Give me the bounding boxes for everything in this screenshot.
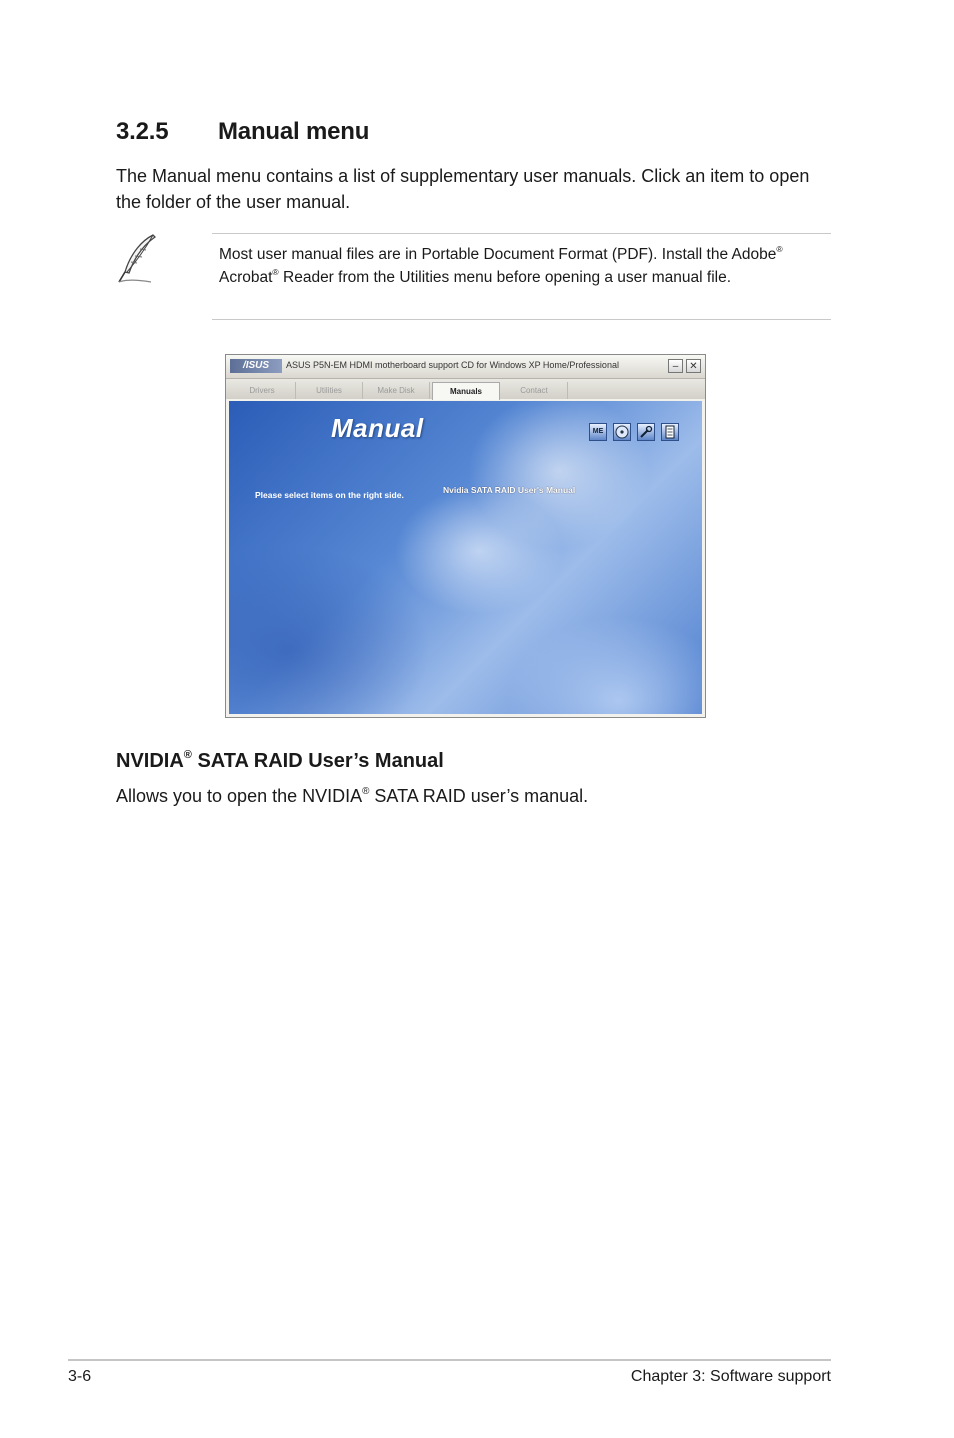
intro-paragraph: The Manual menu contains a list of supplementary user manuals. Click an item to open the folder of the user manual. — [116, 166, 810, 212]
window-titlebar — [226, 355, 705, 379]
tab-utilities[interactable]: Utilities — [296, 382, 363, 399]
page-number: 3-6 — [68, 1368, 92, 1385]
footer-rule — [68, 1359, 831, 1361]
note-text-part: Reader from the Utilities menu before opening a user manual file. — [278, 269, 732, 286]
registered-mark: ® — [776, 244, 783, 255]
manual-item-nvidia-sata-raid[interactable]: Nvidia SATA RAID User's Manual — [443, 485, 576, 495]
tab-drivers[interactable]: Drivers — [229, 382, 296, 399]
support-cd-window-screenshot — [225, 354, 706, 718]
note-top-rule — [212, 233, 831, 234]
tab-bar — [226, 379, 705, 399]
subsection-heading — [116, 750, 444, 773]
registered-mark: ® — [183, 749, 192, 762]
cd-icon[interactable] — [613, 423, 631, 441]
registered-mark: ® — [362, 786, 370, 798]
subsection-body-part: SATA RAID user’s manual. — [369, 786, 589, 806]
panel-heading: Manual — [331, 413, 424, 443]
tab-contact[interactable]: Contact — [501, 382, 568, 399]
document-icon[interactable] — [661, 423, 679, 441]
subsection-title-part: NVIDIA — [116, 750, 184, 772]
note-text — [219, 243, 829, 289]
wrench-icon[interactable] — [637, 423, 655, 441]
registered-mark: ® — [272, 267, 279, 278]
subsection-body-part: Allows you to open the NVIDIA — [116, 786, 363, 806]
minimize-icon[interactable]: – — [668, 359, 683, 373]
tab-manuals[interactable]: Manuals — [432, 382, 500, 400]
chapter-title: Chapter 3: Software support — [630, 1368, 831, 1385]
subsection-title-part: SATA RAID User’s Manual — [191, 750, 444, 772]
subsection-body — [116, 786, 588, 807]
section-heading — [116, 118, 369, 146]
tab-make-disk[interactable]: Make Disk — [363, 382, 430, 399]
note-text-part: Acrobat — [219, 269, 273, 286]
window-title: ASUS P5N-EM HDMI motherboard support CD for Windows XP Home/Professional — [286, 360, 619, 370]
section-title: Manual menu — [218, 118, 370, 145]
section-number: 3.2.5 — [116, 118, 169, 145]
close-icon[interactable]: ✕ — [686, 359, 701, 373]
select-hint: Please select items on the right side. — [255, 490, 404, 500]
feather-pen-icon — [113, 232, 161, 288]
me-icon[interactable]: ME — [589, 423, 607, 441]
manual-panel — [229, 401, 702, 714]
asus-logo: /ISUS — [230, 359, 282, 373]
note-bottom-rule — [212, 319, 831, 320]
note-text-part: Most user manual files are in Portable Document Format (PDF). Install the Adobe — [219, 246, 777, 263]
